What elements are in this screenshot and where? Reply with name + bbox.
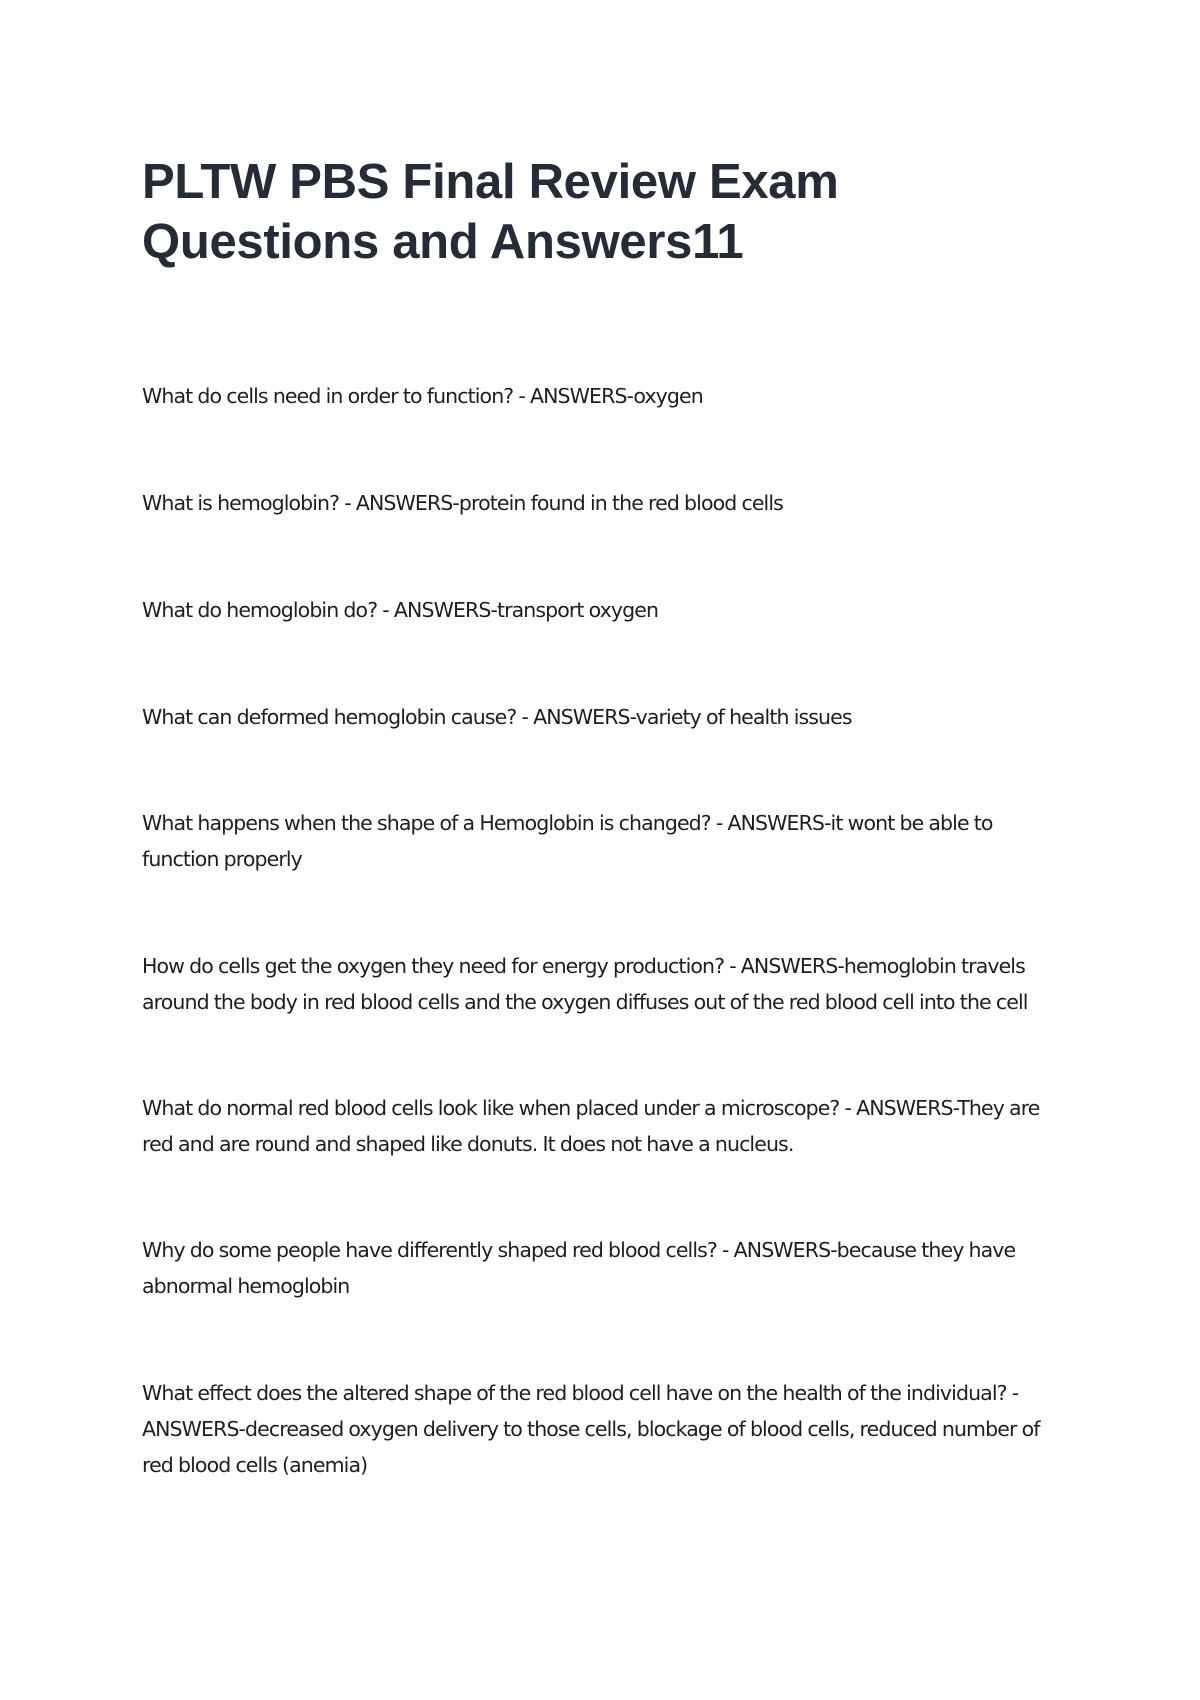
qa-entry: Why do some people have differently shaped red blood cells? - ANSWERS-because they have abnormal hemoglobin [142,1238,1016,1298]
qa-entry: What do cells need in order to function? - ANSWERS-oxygen [142,384,703,408]
qa-entry: What is hemoglobin? - ANSWERS-protein found in the red blood cells [142,491,783,515]
qa-entry: What effect does the altered shape of the red blood cell have on the health of the individual? - ANSWERS-decreased oxygen delivery to those cells, blockage of blood cells, reduced number of red blood cells (anemia) [142,1381,1040,1477]
document-title: PLTW PBS Final Review Exam Questions and Answers11 [142,155,839,269]
qa-entry: What do hemoglobin do? - ANSWERS-transport oxygen [142,598,659,622]
qa-entry: What do normal red blood cells look like when placed under a microscope? - ANSWERS-They are red and are round and shaped like donuts. It does not have a nucleus. [142,1096,1040,1156]
qa-entry: What happens when the shape of a Hemoglobin is changed? - ANSWERS-it wont be able to function properly [142,811,993,871]
qa-entry: How do cells get the oxygen they need for energy production? - ANSWERS-hemoglobin travels around the body in red blood cells and the oxygen diffuses out of the red blood cell into the cell [142,954,1028,1014]
qa-entry: What can deformed hemoglobin cause? - ANSWERS-variety of health issues [142,705,852,729]
